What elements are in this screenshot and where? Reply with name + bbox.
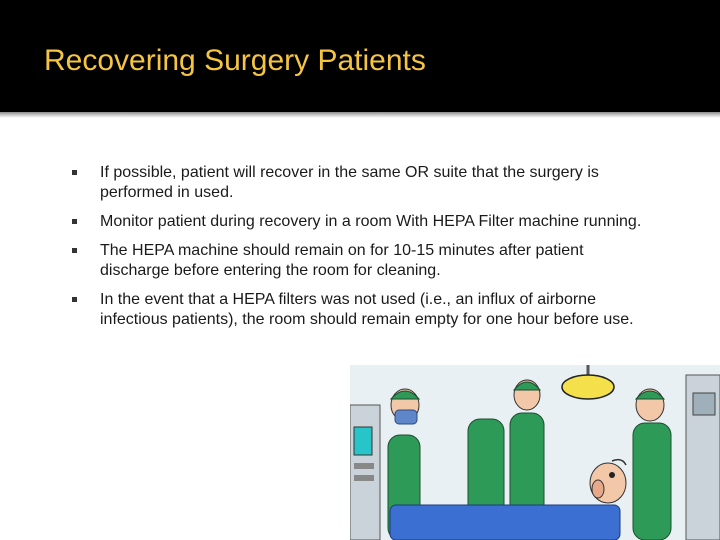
bullet-item-4: [70, 290, 650, 330]
title-divider: [0, 112, 720, 118]
slide-content: [70, 163, 650, 339]
square-bullet-icon: [72, 219, 77, 224]
bullet-text: The HEPA machine should remain on for 10-15 minutes after patient discharge before entering the room for cleaning.: [100, 242, 584, 279]
bullet-list: [70, 163, 650, 330]
title-bar: [0, 0, 720, 112]
bullet-text: If possible, patient will recover in the same OR suite that the surgery is performed in used.: [100, 164, 599, 201]
slide-title: Recovering Surgery Patients: [44, 44, 426, 77]
square-bullet-icon: [72, 170, 77, 175]
bullet-item-1: [70, 163, 650, 203]
bullet-item-2: [70, 212, 650, 232]
bullet-item-3: [70, 241, 650, 281]
surgery-cartoon-image: [350, 365, 720, 540]
square-bullet-icon: [72, 297, 77, 302]
bullet-text: Monitor patient during recovery in a room With HEPA Filter machine running.: [100, 213, 642, 230]
square-bullet-icon: [72, 248, 77, 253]
bullet-text: In the event that a HEPA filters was not used (i.e., an influx of airborne infectious patients), the room should remain empty for one hour before use.: [100, 291, 634, 328]
